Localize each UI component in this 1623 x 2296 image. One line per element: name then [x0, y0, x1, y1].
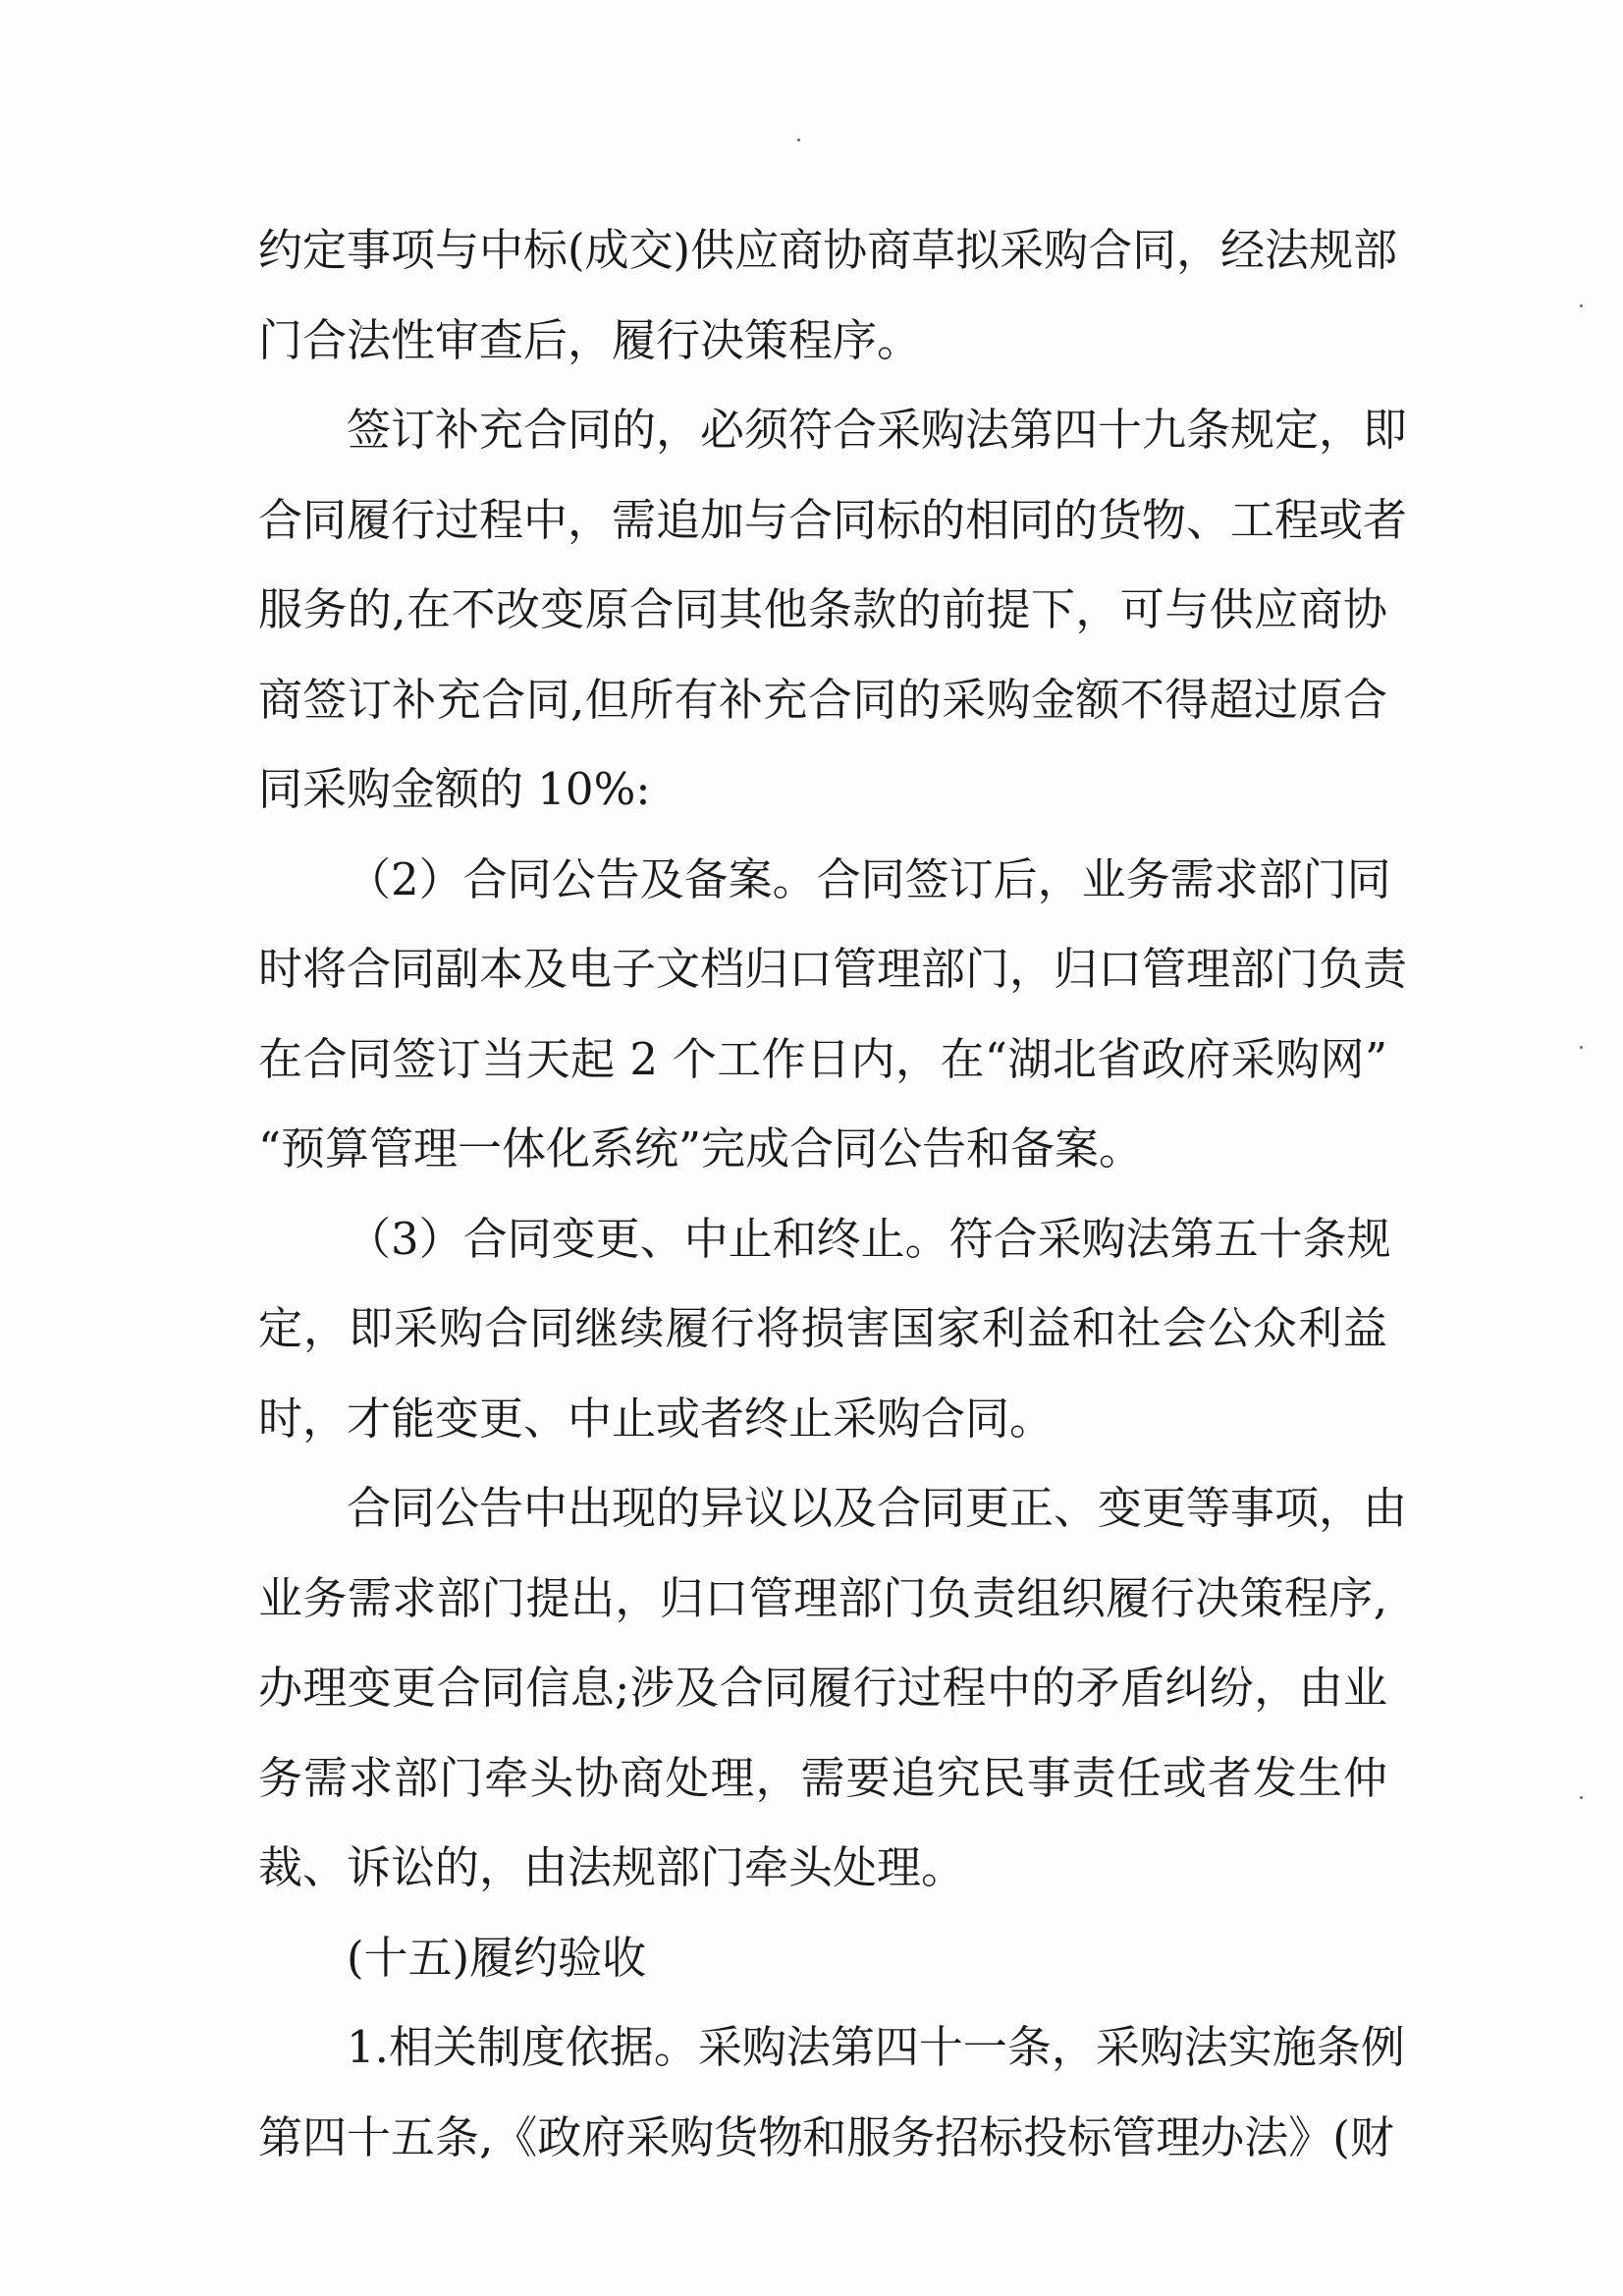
- body-text: [258, 205, 1408, 2182]
- text-line: 签订补充合同的，必须符合采购法第四十九条规定，即: [347, 404, 1408, 456]
- text-line: “预算管理一体化系统”完成合同公告和备案。: [258, 1122, 1144, 1175]
- text-line: 办理变更合同信息;涉及合同履行过程中的矛盾纠纷，由业: [258, 1662, 1387, 1714]
- text-line: 定，即采购合同继续履行将损害国家利益和社会公众利益: [258, 1302, 1387, 1354]
- text-line: 业务需求部门提出，归口管理部门负责组织履行决策程序,: [258, 1571, 1387, 1624]
- text-line: 在合同签订当天起 2 个工作日内，在“湖北省政府采购网”: [258, 1032, 1387, 1085]
- text-line: 第四十五条,《政府采购货物和服务招标投标管理办法》(财: [258, 2110, 1394, 2163]
- scan-speck: [797, 138, 800, 141]
- text-line: 1.相关制度依据。采购法第四十一条，采购法实施条例: [347, 2021, 1405, 2073]
- text-line: （3）合同变更、中止和终止。符合采购法第五十条规: [347, 1212, 1391, 1265]
- text-line: 约定事项与中标(成交)供应商协商草拟采购合同，经法规部: [258, 224, 1398, 276]
- text-line: （2）合同公告及备案。合同签订后，业务需求部门同: [347, 852, 1391, 905]
- scan-speck: [1580, 1796, 1583, 1799]
- text-line: 裁、诉讼的，由法规部门牵头处理。: [258, 1841, 966, 1893]
- text-line: 同采购金额的 10%:: [258, 763, 651, 815]
- text-line: 商签订补充合同,但所有补充合同的采购金额不得超过原合: [258, 673, 1387, 726]
- scan-speck: [1580, 1046, 1583, 1049]
- text-line: 合同履行过程中，需追加与合同标的相同的货物、工程或者: [258, 493, 1408, 546]
- text-line: (十五)履约验收: [347, 1931, 647, 1984]
- text-line: 时将合同副本及电子文档归口管理部门，归口管理部门负责: [258, 943, 1408, 995]
- text-line: 门合法性审查后，履行决策程序。: [258, 313, 922, 366]
- scan-speck: [1580, 304, 1583, 307]
- text-line: 时，才能变更、中止或者终止采购合同。: [258, 1392, 1055, 1445]
- text-line: 合同公告中出现的异议以及合同更正、变更等事项，由: [347, 1482, 1408, 1534]
- text-line: 务需求部门牵头协商处理，需要追究民事责任或者发生仲: [258, 1751, 1387, 1804]
- text-line: 服务的,在不改变原合同其他条款的前提下，可与供应商协: [258, 583, 1387, 635]
